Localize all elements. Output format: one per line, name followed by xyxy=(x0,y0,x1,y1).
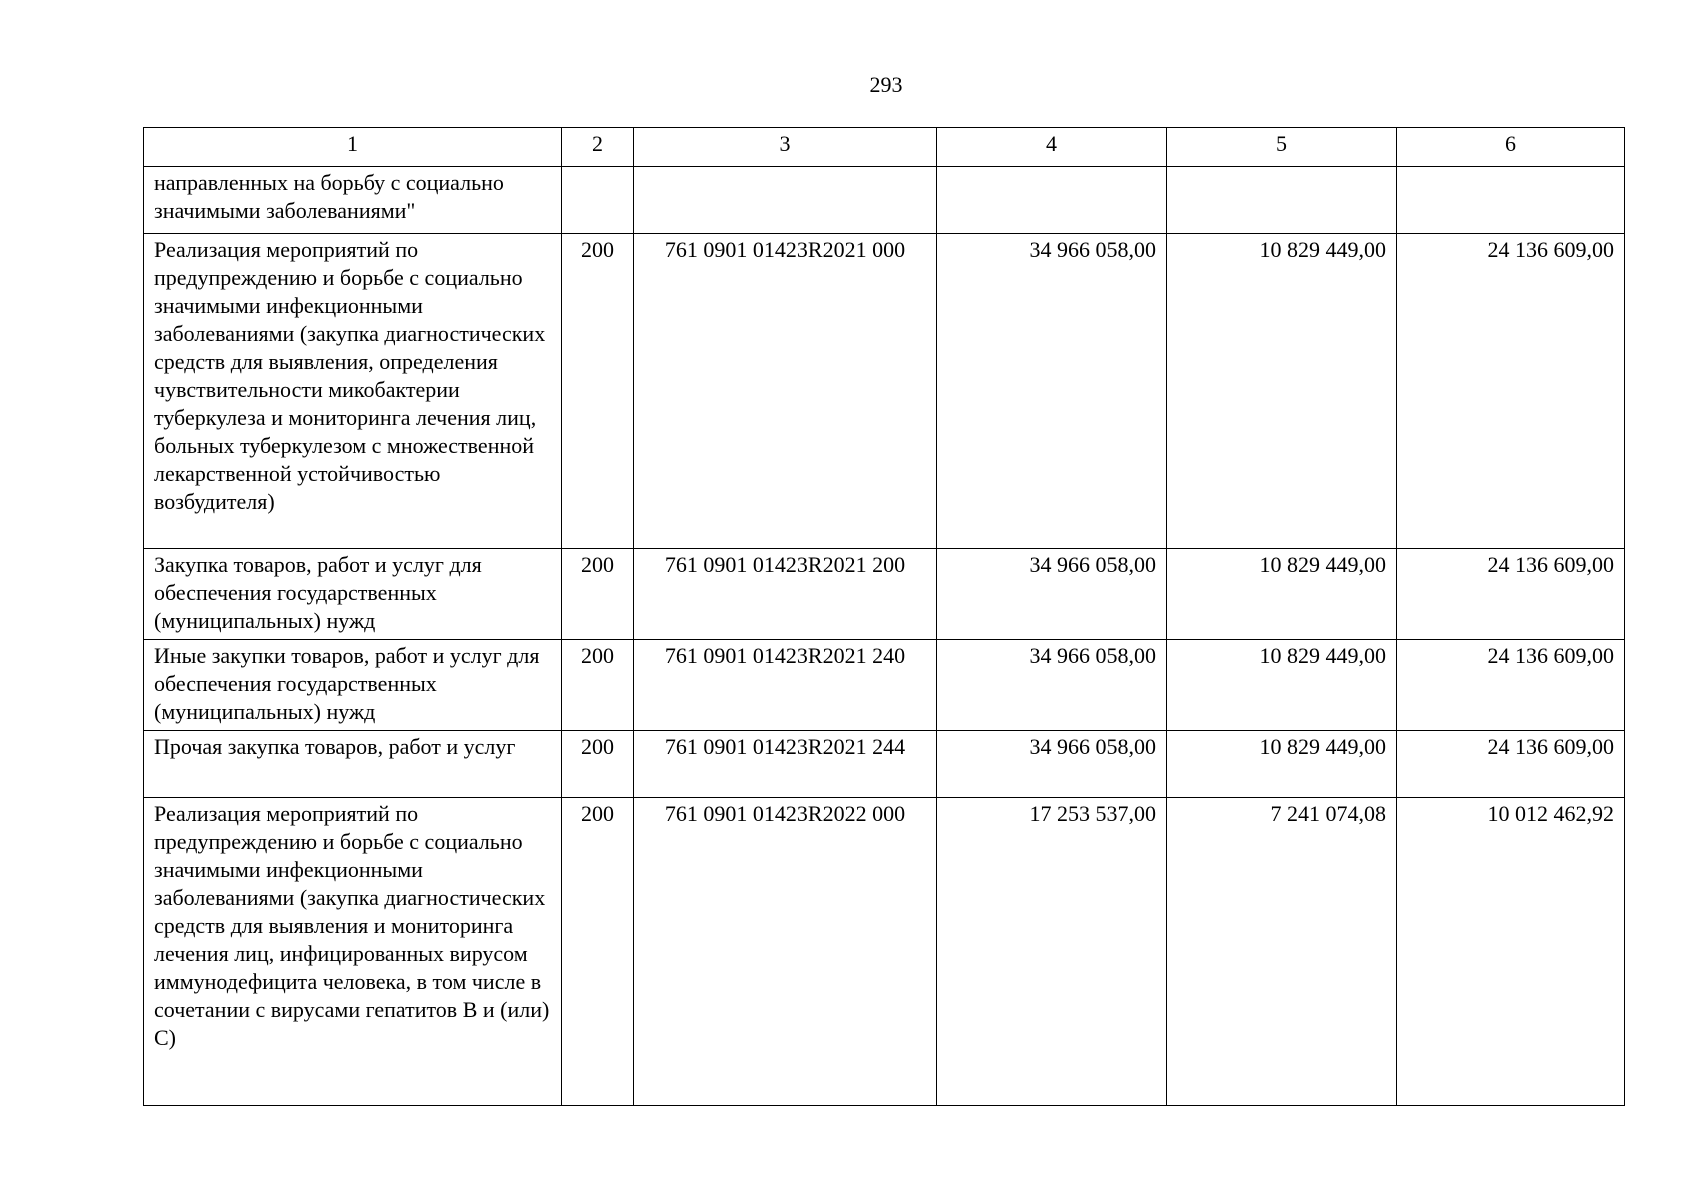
row-amount4-cell: 17 253 537,00 xyxy=(937,798,1167,1106)
table-row xyxy=(144,731,1625,798)
row-amount4-cell: 34 966 058,00 xyxy=(937,640,1167,731)
row-amount5-cell: 10 829 449,00 xyxy=(1167,640,1397,731)
row-amount5-cell: 10 829 449,00 xyxy=(1167,549,1397,640)
row-amount5-cell: 10 829 449,00 xyxy=(1167,234,1397,549)
column-header: 1 xyxy=(144,128,562,167)
row-name-cell: Иные закупки товаров, работ и услуг для обеспечения государственных (муниципальных) нужд xyxy=(144,640,562,731)
table-row xyxy=(144,549,1625,640)
row-amount6-cell: 24 136 609,00 xyxy=(1397,731,1625,798)
row-amount6-cell: 10 012 462,92 xyxy=(1397,798,1625,1106)
row-code-cell: 761 0901 01423R2021 240 xyxy=(634,640,937,731)
row-amount6-cell: 24 136 609,00 xyxy=(1397,234,1625,549)
table-row xyxy=(144,798,1625,1106)
row-amount4-cell: 34 966 058,00 xyxy=(937,234,1167,549)
column-header: 3 xyxy=(634,128,937,167)
row-name-cell: направленных на борьбу с социально значимыми заболеваниями" xyxy=(144,167,562,234)
budget-table xyxy=(143,127,1625,1106)
row-amount5-cell: 10 829 449,00 xyxy=(1167,731,1397,798)
table-row xyxy=(144,234,1625,549)
column-header: 2 xyxy=(562,128,634,167)
row-code-cell: 761 0901 01423R2021 200 xyxy=(634,549,937,640)
table-row xyxy=(144,167,1625,234)
row-code-cell xyxy=(634,167,937,234)
row-amount5-cell: 7 241 074,08 xyxy=(1167,798,1397,1106)
row-name-cell: Реализация мероприятий по предупреждению и борьбе с социально значимыми инфекционными заболеваниями (закупка диагностических средств для выявления и мониторинга лечения лиц, инфицированных вирусом иммунодефицита человека, в том числе в сочетании с вирусами гепатитов B и (или) C) xyxy=(144,798,562,1106)
column-header: 5 xyxy=(1167,128,1397,167)
row-code-cell: 761 0901 01423R2021 000 xyxy=(634,234,937,549)
column-header: 6 xyxy=(1397,128,1625,167)
row-name-cell: Прочая закупка товаров, работ и услуг xyxy=(144,731,562,798)
column-header: 4 xyxy=(937,128,1167,167)
row-col2-cell: 200 xyxy=(562,731,634,798)
row-amount6-cell xyxy=(1397,167,1625,234)
page-number: 293 xyxy=(869,72,903,97)
row-amount4-cell: 34 966 058,00 xyxy=(937,731,1167,798)
row-amount4-cell: 34 966 058,00 xyxy=(937,549,1167,640)
table-header-row xyxy=(144,128,1625,167)
row-amount4-cell xyxy=(937,167,1167,234)
row-code-cell: 761 0901 01423R2022 000 xyxy=(634,798,937,1106)
row-name-cell: Реализация мероприятий по предупреждению и борьбе с социально значимыми инфекционными заболеваниями (закупка диагностических средств для выявления, определения чувствительности микобактерии туберкулеза и мониторинга лечения лиц, больных туберкулезом с множественной лекарственной устойчивостью возбудителя) xyxy=(144,234,562,549)
row-col2-cell: 200 xyxy=(562,640,634,731)
row-col2-cell: 200 xyxy=(562,234,634,549)
row-amount6-cell: 24 136 609,00 xyxy=(1397,549,1625,640)
table-row xyxy=(144,640,1625,731)
row-col2-cell: 200 xyxy=(562,798,634,1106)
row-name-cell: Закупка товаров, работ и услуг для обеспечения государственных (муниципальных) нужд xyxy=(144,549,562,640)
row-code-cell: 761 0901 01423R2021 244 xyxy=(634,731,937,798)
row-amount5-cell xyxy=(1167,167,1397,234)
row-col2-cell xyxy=(562,167,634,234)
row-col2-cell: 200 xyxy=(562,549,634,640)
row-amount6-cell: 24 136 609,00 xyxy=(1397,640,1625,731)
